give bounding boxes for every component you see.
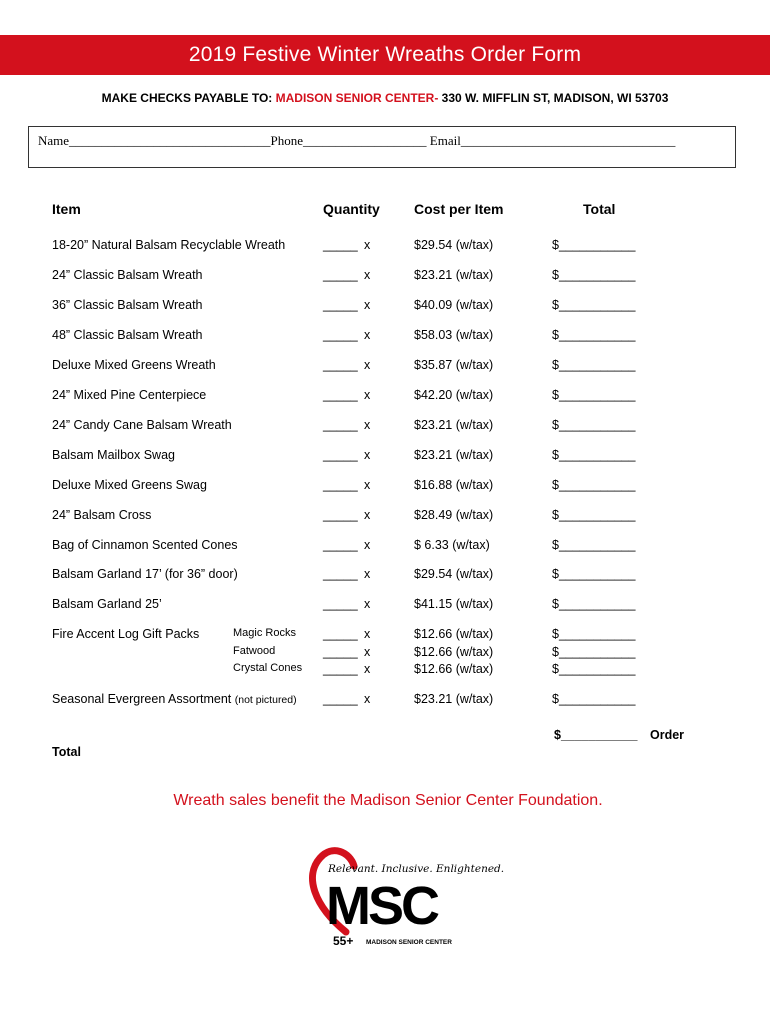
quantity-blank[interactable]: _____ bbox=[323, 388, 358, 402]
times-sign: x bbox=[364, 597, 371, 611]
total-blank[interactable]: $___________ bbox=[552, 508, 636, 522]
times-sign: x bbox=[364, 538, 371, 552]
times-sign: x bbox=[364, 388, 371, 402]
total-blank[interactable]: $___________ bbox=[552, 448, 636, 462]
contact-info-box[interactable] bbox=[28, 126, 736, 168]
item-name: 24” Classic Balsam Wreath bbox=[52, 268, 203, 282]
fire-pack-option: Crystal Cones bbox=[233, 662, 303, 674]
times-sign: x bbox=[364, 298, 371, 312]
seasonal-name: Seasonal Evergreen Assortment bbox=[52, 692, 235, 706]
fire-pack-row bbox=[0, 645, 770, 663]
item-name: 24” Candy Cane Balsam Wreath bbox=[52, 418, 232, 432]
item-name: Bag of Cinnamon Scented Cones bbox=[52, 538, 238, 552]
item-row bbox=[0, 508, 770, 526]
times-sign: x bbox=[364, 567, 371, 581]
item-cost: $16.88 (w/tax) bbox=[414, 478, 494, 492]
total-blank[interactable]: $___________ bbox=[552, 358, 636, 372]
checks-payable-line bbox=[0, 91, 770, 105]
benefit-statement: Wreath sales benefit the Madison Senior Center Foundation. bbox=[173, 792, 603, 809]
total-blank[interactable]: $___________ bbox=[552, 692, 636, 706]
item-cost: $23.21 (w/tax) bbox=[414, 448, 494, 462]
item-name: Deluxe Mixed Greens Swag bbox=[52, 478, 207, 492]
item-cost: $12.66 (w/tax) bbox=[414, 627, 494, 641]
total-blank[interactable]: $___________ bbox=[552, 418, 636, 432]
item-cost: $23.21 (w/tax) bbox=[414, 418, 494, 432]
item-row bbox=[0, 268, 770, 286]
times-sign: x bbox=[364, 418, 371, 432]
quantity-blank[interactable]: _____ bbox=[323, 597, 358, 611]
logo-tagline: Relevant. Inclusive. Enlightened. bbox=[328, 863, 505, 875]
times-sign: x bbox=[364, 478, 371, 492]
item-row bbox=[0, 692, 770, 710]
contact-fields-line[interactable]: Name_______________________________Phone___________________ Email_________________________________ bbox=[38, 133, 676, 148]
item-cost: $41.15 (w/tax) bbox=[414, 597, 494, 611]
item-row bbox=[0, 567, 770, 585]
item-cost: $29.54 (w/tax) bbox=[414, 567, 494, 581]
checks-payee: MADISON SENIOR CENTER- bbox=[275, 91, 439, 105]
checks-address: 330 W. MIFFLIN ST, MADISON, WI 53703 bbox=[438, 91, 669, 105]
total-blank[interactable]: $___________ bbox=[552, 478, 636, 492]
logo-letters: MSC bbox=[326, 876, 437, 936]
item-row bbox=[0, 358, 770, 376]
checks-prefix: MAKE CHECKS PAYABLE TO: bbox=[101, 91, 276, 105]
quantity-blank[interactable]: _____ bbox=[323, 268, 358, 282]
total-blank[interactable]: $___________ bbox=[552, 538, 636, 552]
item-cost: $23.21 (w/tax) bbox=[414, 692, 494, 706]
times-sign: x bbox=[364, 645, 371, 659]
total-blank[interactable]: $___________ bbox=[552, 662, 636, 676]
item-cost: $23.21 (w/tax) bbox=[414, 268, 494, 282]
item-row bbox=[0, 418, 770, 436]
quantity-blank[interactable]: _____ bbox=[323, 418, 358, 432]
column-header-quantity: Quantity bbox=[323, 201, 380, 217]
times-sign: x bbox=[364, 328, 371, 342]
quantity-blank[interactable]: _____ bbox=[323, 328, 358, 342]
quantity-blank[interactable]: _____ bbox=[323, 448, 358, 462]
item-row bbox=[0, 388, 770, 406]
item-name: 24” Mixed Pine Centerpiece bbox=[52, 388, 207, 402]
quantity-blank[interactable]: _____ bbox=[323, 627, 358, 641]
times-sign: x bbox=[364, 662, 371, 676]
item-name: Balsam Garland 25’ bbox=[52, 597, 162, 611]
total-blank[interactable]: $___________ bbox=[552, 268, 636, 282]
item-row bbox=[0, 328, 770, 346]
item-name: 36” Classic Balsam Wreath bbox=[52, 298, 203, 312]
quantity-blank[interactable]: _____ bbox=[323, 567, 358, 581]
item-row bbox=[0, 538, 770, 556]
item-row bbox=[0, 597, 770, 615]
item-cost: $35.87 (w/tax) bbox=[414, 358, 494, 372]
item-cost: $28.49 (w/tax) bbox=[414, 508, 494, 522]
total-blank[interactable]: $___________ bbox=[552, 238, 636, 252]
times-sign: x bbox=[364, 627, 371, 641]
quantity-blank[interactable]: _____ bbox=[323, 298, 358, 312]
item-cost: $12.66 (w/tax) bbox=[414, 645, 494, 659]
order-total-blank[interactable]: $___________ bbox=[554, 728, 638, 742]
not-pictured-note: (not pictured) bbox=[234, 694, 297, 706]
times-sign: x bbox=[364, 358, 371, 372]
total-blank[interactable]: $___________ bbox=[552, 298, 636, 312]
item-cost: $58.03 (w/tax) bbox=[414, 328, 494, 342]
logo-org: MADISON SENIOR CENTER bbox=[366, 939, 452, 946]
item-name: Deluxe Mixed Greens Wreath bbox=[52, 358, 216, 372]
order-total-label-order: Order bbox=[650, 728, 685, 742]
times-sign: x bbox=[364, 508, 371, 522]
item-name: 18-20” Natural Balsam Recyclable Wreath bbox=[52, 238, 286, 252]
fire-pack-row bbox=[0, 627, 770, 645]
times-sign: x bbox=[364, 268, 371, 282]
item-row bbox=[0, 448, 770, 466]
item-name: 48” Classic Balsam Wreath bbox=[52, 328, 203, 342]
msc-logo bbox=[306, 846, 505, 950]
quantity-blank[interactable]: _____ bbox=[323, 662, 358, 676]
item-cost: $42.20 (w/tax) bbox=[414, 388, 494, 402]
item-name: Fire Accent Log Gift Packs bbox=[52, 627, 200, 641]
times-sign: x bbox=[364, 238, 371, 252]
form-title: 2019 Festive Winter Wreaths Order Form bbox=[0, 35, 770, 75]
times-sign: x bbox=[364, 448, 371, 462]
fire-pack-option: Fatwood bbox=[233, 645, 276, 657]
total-blank[interactable]: $___________ bbox=[552, 597, 636, 611]
times-sign: x bbox=[364, 692, 371, 706]
column-header-item: Item bbox=[52, 201, 81, 217]
quantity-blank[interactable]: _____ bbox=[323, 692, 358, 706]
column-header-total: Total bbox=[583, 201, 616, 217]
logo-age: 55+ bbox=[333, 934, 354, 948]
item-cost: $40.09 (w/tax) bbox=[414, 298, 494, 312]
item-cost: $ 6.33 (w/tax) bbox=[414, 538, 490, 552]
fire-pack-option: Magic Rocks bbox=[233, 627, 296, 639]
total-blank[interactable]: $___________ bbox=[552, 627, 636, 641]
item-cost: $29.54 (w/tax) bbox=[414, 238, 494, 252]
total-blank[interactable]: $___________ bbox=[552, 388, 636, 402]
item-row bbox=[0, 298, 770, 316]
order-total-label-total: Total bbox=[52, 745, 81, 759]
quantity-blank[interactable]: _____ bbox=[323, 358, 358, 372]
item-name bbox=[52, 692, 297, 706]
item-name: 24” Balsam Cross bbox=[52, 508, 152, 522]
quantity-blank[interactable]: _____ bbox=[323, 538, 358, 552]
item-name: Balsam Mailbox Swag bbox=[52, 448, 175, 462]
item-cost: $12.66 (w/tax) bbox=[414, 662, 494, 676]
item-row bbox=[0, 238, 770, 256]
quantity-blank[interactable]: _____ bbox=[323, 508, 358, 522]
fire-pack-row bbox=[0, 662, 770, 680]
total-blank[interactable]: $___________ bbox=[552, 328, 636, 342]
quantity-blank[interactable]: _____ bbox=[323, 238, 358, 252]
quantity-blank[interactable]: _____ bbox=[323, 645, 358, 659]
total-blank[interactable]: $___________ bbox=[552, 567, 636, 581]
total-blank[interactable]: $___________ bbox=[552, 645, 636, 659]
quantity-blank[interactable]: _____ bbox=[323, 478, 358, 492]
item-name: Balsam Garland 17’ (for 36” door) bbox=[52, 567, 238, 581]
item-row bbox=[0, 478, 770, 496]
column-header-cost: Cost per Item bbox=[414, 201, 504, 217]
